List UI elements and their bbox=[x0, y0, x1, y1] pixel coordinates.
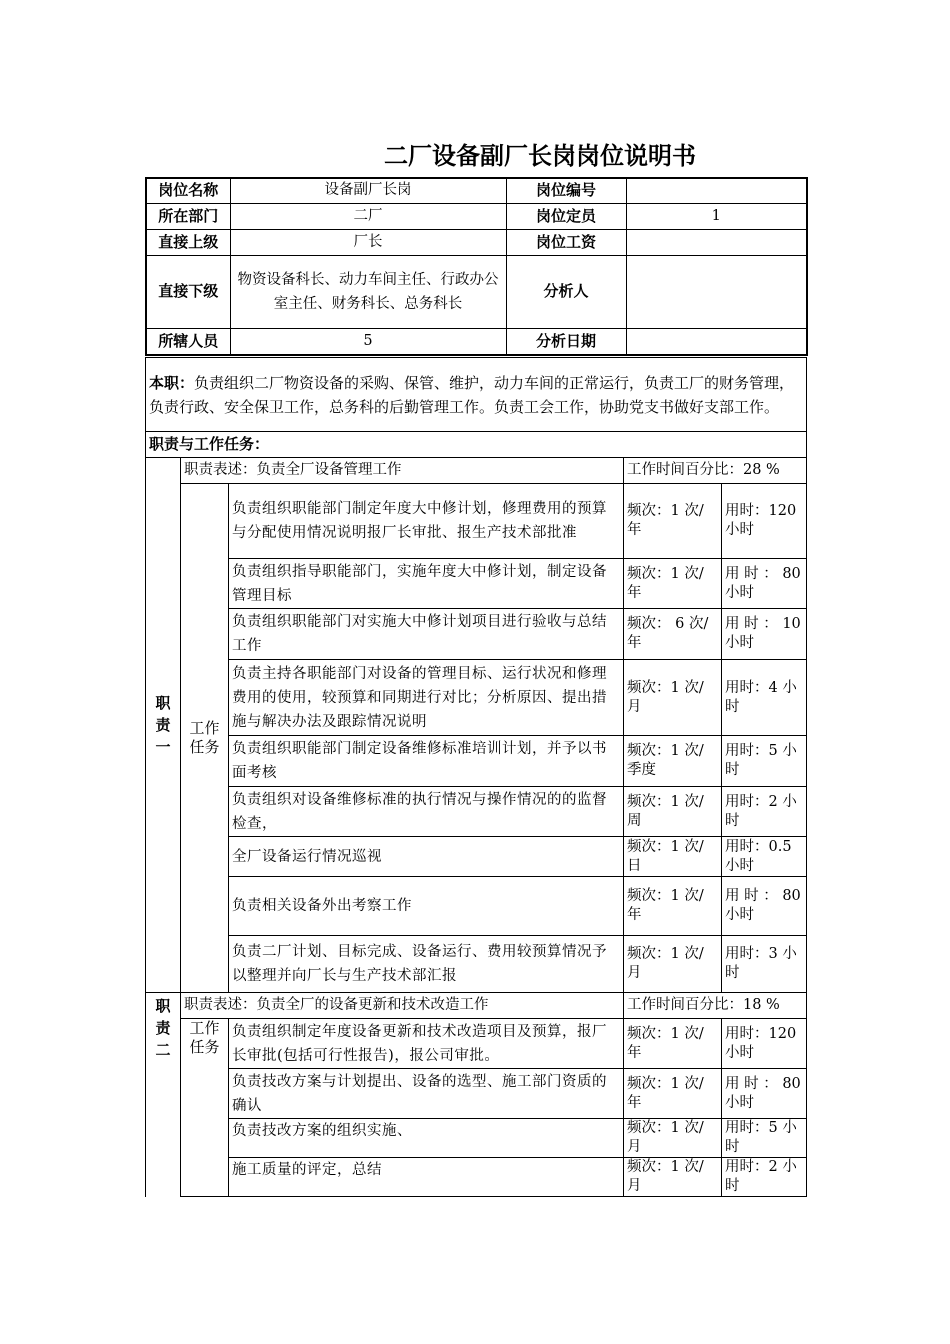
task-duration: 用时：3 小时 bbox=[722, 936, 807, 993]
task-duration: 用 时 ： 80 小时 bbox=[722, 1069, 807, 1119]
analysis-date-value bbox=[626, 328, 807, 355]
department-label: 所在部门 bbox=[146, 203, 230, 229]
task-text: 负责组织职能部门制定设备维修标准培训计划，并予以书面考核 bbox=[229, 736, 624, 787]
duty1-percent: 工作时间百分比：28 % bbox=[624, 458, 807, 484]
task-text: 负责相关设备外出考察工作 bbox=[229, 877, 624, 936]
task-duration: 用 时 ： 80 小时 bbox=[722, 877, 807, 936]
task-frequency: 频次：1 次/年 bbox=[624, 484, 722, 559]
task-duration: 用时：0.5 小时 bbox=[722, 837, 807, 877]
analyst-label: 分析人 bbox=[506, 255, 626, 328]
task-text: 施工质量的评定，总结 bbox=[229, 1158, 624, 1197]
duty1-side-label bbox=[146, 458, 181, 993]
task-frequency: 频次：1 次/年 bbox=[624, 559, 722, 609]
position-name-value: 设备副厂长岗 bbox=[230, 178, 506, 203]
task-frequency: 频次：1 次/月 bbox=[624, 1119, 722, 1158]
task-frequency: 频次：1 次/月 bbox=[624, 936, 722, 993]
task-text: 负责技改方案的组织实施、 bbox=[229, 1119, 624, 1158]
job-summary-text: 负责组织二厂物资设备的采购、保管、维护，动力车间的正常运行，负责工厂的财务管理，负责行政、安全保卫工作，总务科的后勤管理工作。负责工会工作，协助党支书做好支部工作。 bbox=[149, 373, 795, 416]
headcount-value: 1 bbox=[626, 203, 807, 229]
task-frequency: 频次：1 次/年 bbox=[624, 1069, 722, 1119]
analyst-value bbox=[626, 255, 807, 328]
task-frequency: 频次：1 次/日 bbox=[624, 837, 722, 877]
task-frequency: 频次：1 次/年 bbox=[624, 877, 722, 936]
analysis-date-label: 分析日期 bbox=[506, 328, 626, 355]
task-text: 负责组织对设备维修标准的执行情况与操作情况的的监督检查， bbox=[229, 787, 624, 837]
task-duration: 用时：2 小时 bbox=[722, 787, 807, 837]
superior-label: 直接上级 bbox=[146, 229, 230, 255]
task-frequency: 频次：1 次/年 bbox=[624, 1019, 722, 1069]
task-text: 负责主持各职能部门对设备的管理目标、运行状况和修理费用的使用，较预算和同期进行对比；分析原因、提出措施与解决办法及跟踪情况说明 bbox=[229, 660, 624, 736]
task-duration: 用 时 ： 80 小时 bbox=[722, 559, 807, 609]
task-text: 负责组织指导职能部门，实施年度大中修计划，制定设备管理目标 bbox=[229, 559, 624, 609]
task-frequency: 频次：1 次/季度 bbox=[624, 736, 722, 787]
salary-label: 岗位工资 bbox=[506, 229, 626, 255]
task-frequency: 频次：1 次/月 bbox=[624, 660, 722, 736]
position-name-label: 岗位名称 bbox=[146, 178, 230, 203]
task-text: 负责二厂计划、目标完成、设备运行、费用较预算情况予以整理并向厂长与生产技术部汇报 bbox=[229, 936, 624, 993]
task-text: 负责组织制定年度设备更新和技术改造项目及预算，报厂长审批(包括可行性报告)，报公司审批。 bbox=[229, 1019, 624, 1069]
duty1-work-text: 工作任务 bbox=[189, 719, 220, 756]
task-duration: 用 时 ： 10 小时 bbox=[722, 609, 807, 660]
position-code-label: 岗位编号 bbox=[506, 178, 626, 203]
duty1-side-text: 职责一 bbox=[155, 694, 171, 756]
duty2-work-text: 工作任务 bbox=[189, 1019, 220, 1056]
subordinate-value: 物资设备科长、动力车间主任、行政办公室主任、财务科长、总务科长 bbox=[230, 255, 506, 328]
basic-info-table bbox=[145, 177, 808, 356]
duty2-side-label bbox=[146, 993, 181, 1197]
page-title: 二厂设备副厂长岗岗位说明书 bbox=[384, 142, 696, 170]
duty1-work-label bbox=[181, 484, 229, 993]
headcount-label: 岗位定员 bbox=[506, 203, 626, 229]
task-frequency: 频次：1 次/月 bbox=[624, 1158, 722, 1197]
task-frequency: 频次：1 次/周 bbox=[624, 787, 722, 837]
position-code-value bbox=[626, 178, 807, 203]
department-value: 二厂 bbox=[230, 203, 506, 229]
job-summary-label: 本职： bbox=[149, 373, 195, 392]
task-duration: 用时：4 小时 bbox=[722, 660, 807, 736]
duties-header: 职责与工作任务： bbox=[146, 432, 807, 458]
task-duration: 用时：120 小时 bbox=[722, 484, 807, 559]
duty2-percent: 工作时间百分比：18 % bbox=[624, 993, 807, 1019]
task-text: 负责组织职能部门对实施大中修计划项目进行验收与总结工作 bbox=[229, 609, 624, 660]
duty1-description: 职责表述：负责全厂设备管理工作 bbox=[181, 458, 624, 484]
superior-value: 厂长 bbox=[230, 229, 506, 255]
duty2-description: 职责表述：负责全厂的设备更新和技术改造工作 bbox=[181, 993, 624, 1019]
task-duration: 用时：120 小时 bbox=[722, 1019, 807, 1069]
task-text: 全厂设备运行情况巡视 bbox=[229, 837, 624, 877]
task-text: 负责技改方案与计划提出、设备的选型、施工部门资质的确认 bbox=[229, 1069, 624, 1119]
staff-label: 所辖人员 bbox=[146, 328, 230, 355]
job-summary bbox=[146, 358, 807, 432]
task-frequency: 频次： 6 次/年 bbox=[624, 609, 722, 660]
salary-value bbox=[626, 229, 807, 255]
duty-table bbox=[145, 357, 807, 1197]
staff-value: 5 bbox=[230, 328, 506, 355]
task-text: 负责组织职能部门制定年度大中修计划，修理费用的预算与分配使用情况说明报厂长审批、报生产技术部批准 bbox=[229, 484, 624, 559]
duty2-work-label bbox=[181, 1019, 229, 1197]
duty2-side-text: 职责二 bbox=[155, 997, 171, 1059]
subordinate-label: 直接下级 bbox=[146, 255, 230, 328]
task-duration: 用时：5 小时 bbox=[722, 1119, 807, 1158]
task-duration: 用时：2 小时 bbox=[722, 1158, 807, 1197]
task-duration: 用时：5 小时 bbox=[722, 736, 807, 787]
